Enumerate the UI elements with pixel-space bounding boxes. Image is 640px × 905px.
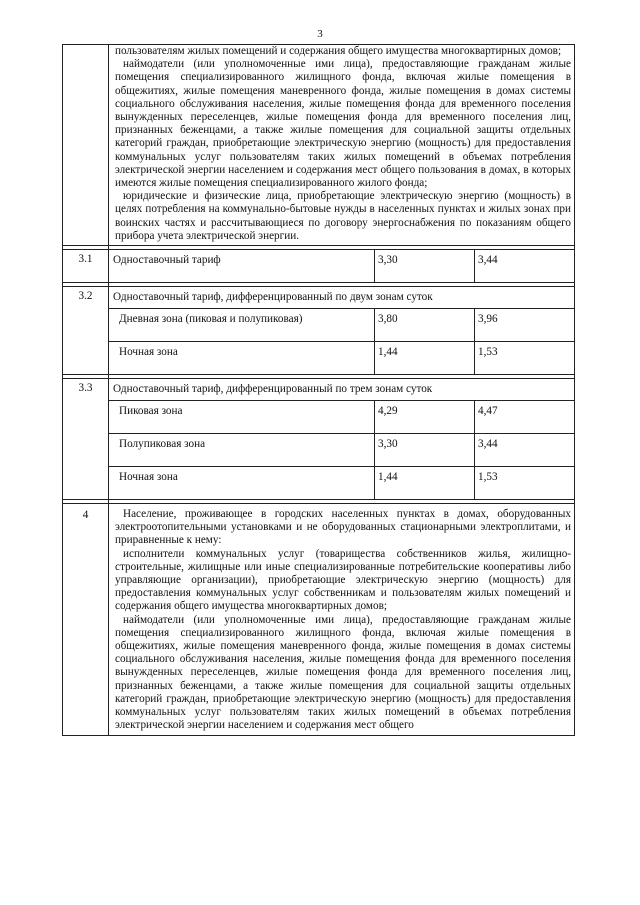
paragraph: исполнители коммунальных услуг (товарищества собственников жилья, жилищно-строительные, жилищные или иные специализированные потребительские кооперативы либо управляющие организации), приобретающие электрическую энергию (мощность) для предоставления коммунальных услуг собственникам и пользователям жилых помещений и содержания общего имущества многоквартирных домов; — [115, 547, 572, 613]
paragraph: Население, проживающее в городских населенных пунктах в домах, оборудованных электроотопительными установками и не оборудованных стационарными электроплитами, и приравненные к нему: — [115, 508, 572, 547]
table-row-continuation — [63, 45, 575, 246]
paragraph: наймодатели (или уполномоченные ими лица), предоставляющие гражданам жилые помещения специализированного жилищного фонда, включая жилые помещения в общежитиях, жилые помещения маневренного фонда, жилые помещения в домах системы социального обслуживания населения, жилые помещения фонда для временного поселения вынужденных переселенцев, жилые помещения фонда для временного поселения лиц, признанных беженцами, а также жилые помещения для социальной защиты отдельных категорий граждан, приобретающие электрическую энергию (мощность) для предоставления коммунальных услуг пользователям таких жилых помещений в объемах потребления электрической энергии населением и содержания мест общего пользования в домах, в которых имеются жилые помещения специализированного жилого фонда; — [115, 58, 572, 190]
tariff-value-2: 4,47 — [475, 401, 575, 434]
zone-label: Пиковая зона — [109, 401, 375, 434]
tariff-value-1: 4,29 — [375, 401, 475, 434]
tariff-value-2: 3,44 — [475, 250, 575, 283]
tariff-title: Одноставочный тариф, дифференцированный по трем зонам суток — [109, 379, 575, 401]
row-number: 4 — [63, 504, 109, 735]
tariff-value-2: 1,53 — [475, 467, 575, 500]
tariff-label: Одноставочный тариф — [109, 250, 375, 283]
table-row-3-2 — [63, 287, 575, 309]
tariff-value-2: 3,96 — [475, 309, 575, 342]
zone-label: Дневная зона (пиковая и полупиковая) — [109, 309, 375, 342]
table-row-zone — [63, 342, 575, 375]
category-description — [109, 45, 575, 246]
tariff-value-1: 3,30 — [375, 250, 475, 283]
paragraph: наймодатели (или уполномоченные ими лица), предоставляющие гражданам жилые помещения специализированного жилищного фонда, включая жилые помещения в общежитиях, жилые помещения маневренного фонда, жилые помещения в домах системы социального обслуживания населения, жилые помещения фонда для временного поселения вынужденных переселенцев, жилые помещения фонда для временного поселения лиц, признанных беженцами, а также жилые помещения для социальной защиты отдельных категорий граждан, приобретающие электрическую энергию (мощность) для предоставления коммунальных услуг пользователям таких жилых помещений в объемах потребления электрической энергии населением и содержания мест общего — [115, 613, 572, 732]
table-row-3-1 — [63, 250, 575, 283]
tariff-value-1: 3,80 — [375, 309, 475, 342]
zone-label: Ночная зона — [109, 342, 375, 375]
zone-label: Ночная зона — [109, 467, 375, 500]
tariff-value-1: 3,30 — [375, 434, 475, 467]
paragraph: юридические и физические лица, приобретающие электрическую энергию (мощность) в целях потребления на коммунально-бытовые нужды в населенных пунктах и жилых зонах при воинских частях и рассчитывающиеся по договору энергоснабжения по показаниям общего прибора учета электрической энергии. — [115, 190, 572, 242]
zone-label: Полупиковая зона — [109, 434, 375, 467]
row-number-empty — [63, 45, 109, 246]
row-number: 3.2 — [63, 287, 109, 375]
category-description — [109, 504, 575, 735]
table-row-zone — [63, 401, 575, 434]
table-row-4 — [63, 504, 575, 735]
page-number: 3 — [317, 28, 323, 40]
table-row-zone — [63, 467, 575, 500]
tariff-value-1: 1,44 — [375, 467, 475, 500]
table-row-3-3 — [63, 379, 575, 401]
table-row-zone — [63, 434, 575, 467]
table-row-zone — [63, 309, 575, 342]
row-number: 3.1 — [63, 250, 109, 283]
tariff-value-2: 1,53 — [475, 342, 575, 375]
paragraph: пользователям жилых помещений и содержания общего имущества многоквартирных домов; — [115, 45, 562, 57]
tariff-value-1: 1,44 — [375, 342, 475, 375]
tariff-title: Одноставочный тариф, дифференцированный по двум зонам суток — [109, 287, 575, 309]
tariff-table — [62, 44, 575, 736]
tariff-value-2: 3,44 — [475, 434, 575, 467]
row-number: 3.3 — [63, 379, 109, 500]
